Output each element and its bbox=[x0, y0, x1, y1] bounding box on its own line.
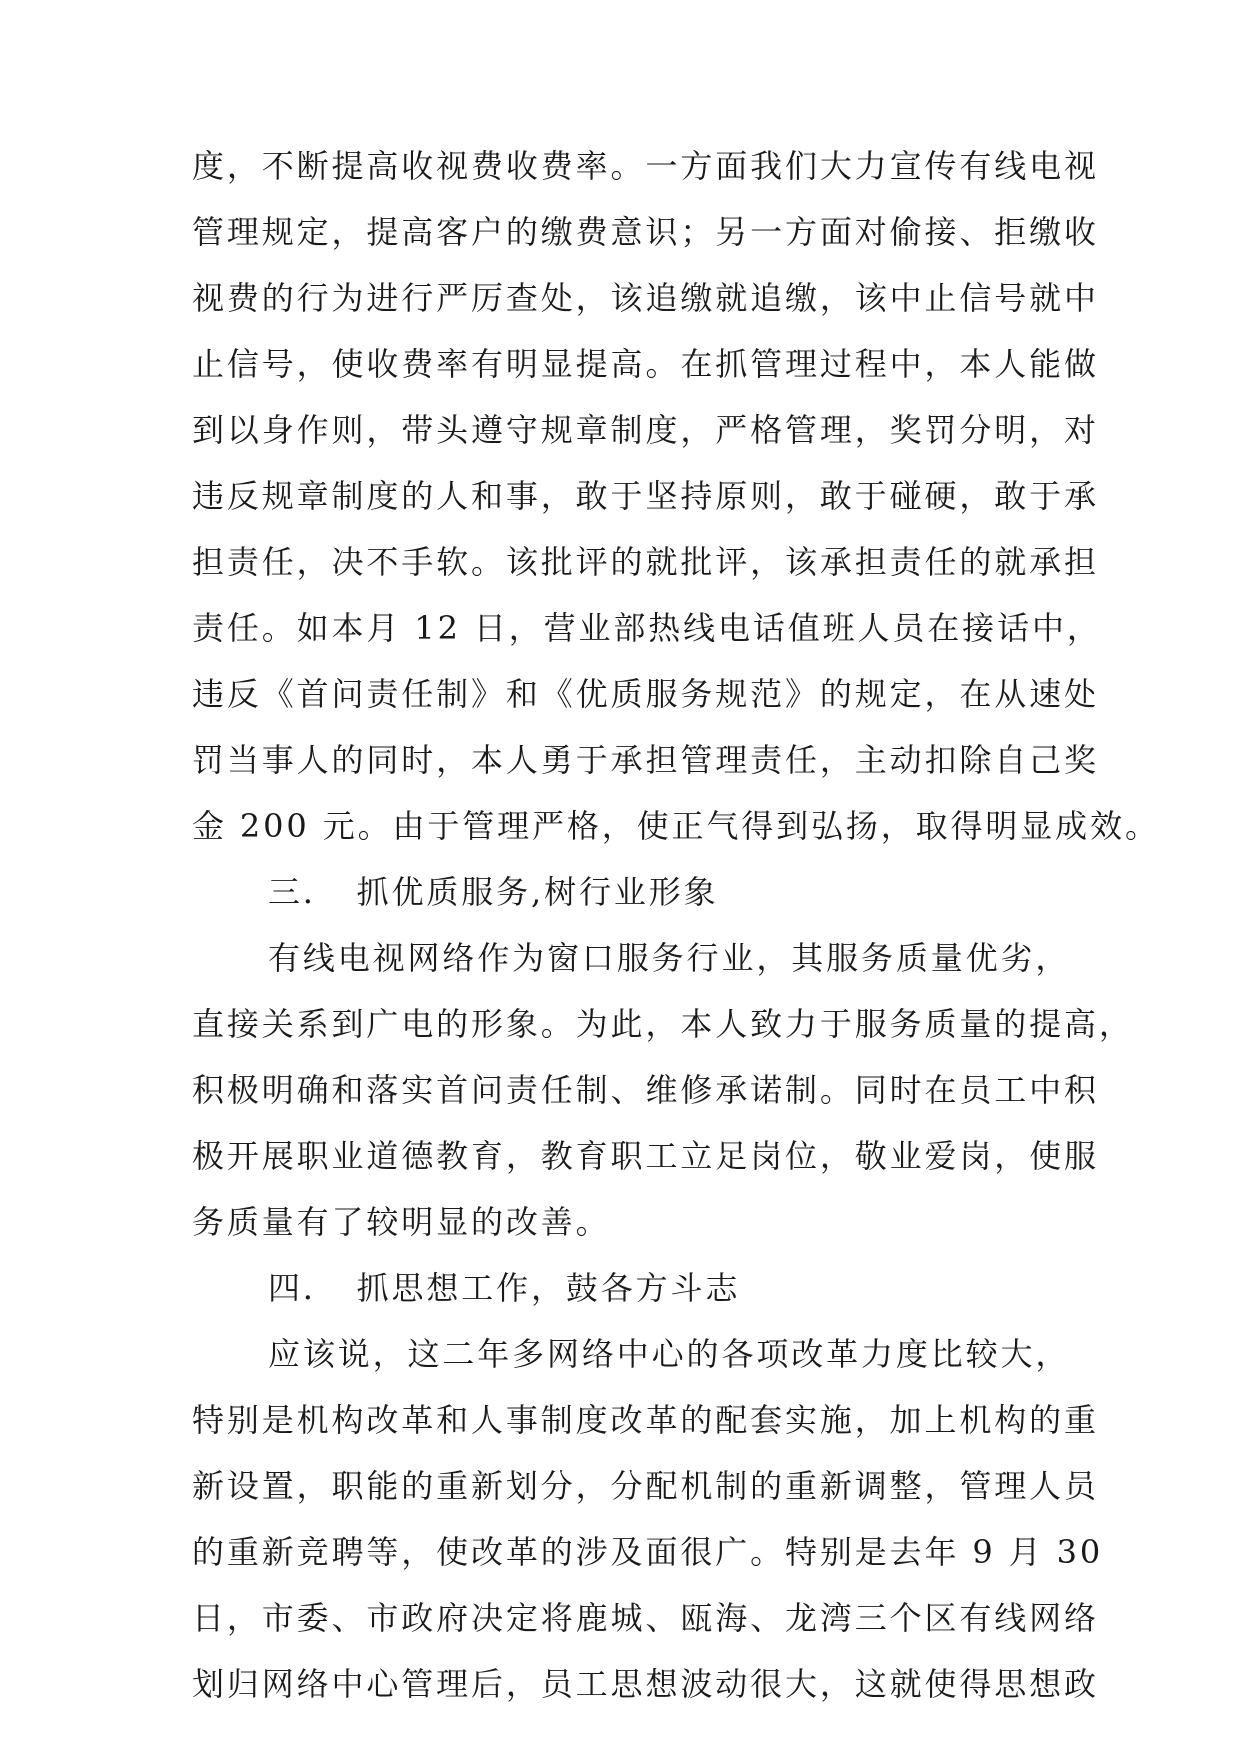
text-line-24: 划归网络中心管理后，员工思想波动很大，这就使得思想政 bbox=[192, 1665, 1099, 1703]
text-line-7: 担责任，决不手软。该批评的就批评，该承担责任的就承担 bbox=[192, 543, 1099, 581]
text-line-14: 直接关系到广电的形象。为此，本人致力于服务质量的提高， bbox=[192, 1005, 1134, 1043]
text-line-16: 极开展职业道德教育，教育职工立足岗位，敬业爱岗，使服 bbox=[192, 1137, 1099, 1175]
text-line-22: 的重新竞聘等，使改革的涉及面很广。特别是去年 9 月 30 bbox=[192, 1533, 1104, 1571]
text-line-3: 视费的行为进行严厉查处，该追缴就追缴，该中止信号就中 bbox=[192, 279, 1099, 317]
text-line-17: 务质量有了较明显的改善。 bbox=[192, 1203, 611, 1241]
text-line-6: 违反规章制度的人和事，敢于坚持原则，敢于碰硬，敢于承 bbox=[192, 477, 1099, 515]
paragraph-start-line-2: 应该说，这二年多网络中心的各项改革力度比较大， bbox=[268, 1335, 1071, 1373]
paragraph-start-line: 有线电视网络作为窗口服务行业，其服务质量优劣， bbox=[268, 939, 1071, 977]
text-line-9: 违反《首问责任制》和《优质服务规范》的规定，在从速处 bbox=[192, 675, 1099, 713]
text-line-15: 积极明确和落实首问责任制、维修承诺制。同时在员工中积 bbox=[192, 1071, 1099, 1109]
text-line-2: 管理规定，提高客户的缴费意识；另一方面对偷接、拒缴收 bbox=[192, 213, 1099, 251]
section-heading-4: 四． 抓思想工作，鼓各方斗志 bbox=[268, 1269, 741, 1307]
text-line-11: 金 200 元。由于管理严格，使正气得到弘扬，取得明显成效。 bbox=[192, 807, 1160, 845]
section-heading-3: 三． 抓优质服务,树行业形象 bbox=[268, 873, 719, 911]
text-line-10: 罚当事人的同时，本人勇于承担管理责任，主动扣除自己奖 bbox=[192, 741, 1099, 779]
text-line-5: 到以身作则，带头遵守规章制度，严格管理，奖罚分明，对 bbox=[192, 411, 1099, 449]
text-line-4: 止信号，使收费率有明显提高。在抓管理过程中，本人能做 bbox=[192, 345, 1099, 383]
text-line-20: 特别是机构改革和人事制度改革的配套实施，加上机构的重 bbox=[192, 1401, 1099, 1439]
text-line-23: 日，市委、市政府决定将鹿城、瓯海、龙湾三个区有线网络 bbox=[192, 1599, 1099, 1637]
text-line-21: 新设置，职能的重新划分，分配机制的重新调整，管理人员 bbox=[192, 1467, 1099, 1505]
text-line-1: 度，不断提高收视费收费率。一方面我们大力宣传有线电视 bbox=[192, 147, 1099, 185]
text-line-8: 责任。如本月 12 日，营业部热线电话值班人员在接话中， bbox=[192, 609, 1102, 647]
